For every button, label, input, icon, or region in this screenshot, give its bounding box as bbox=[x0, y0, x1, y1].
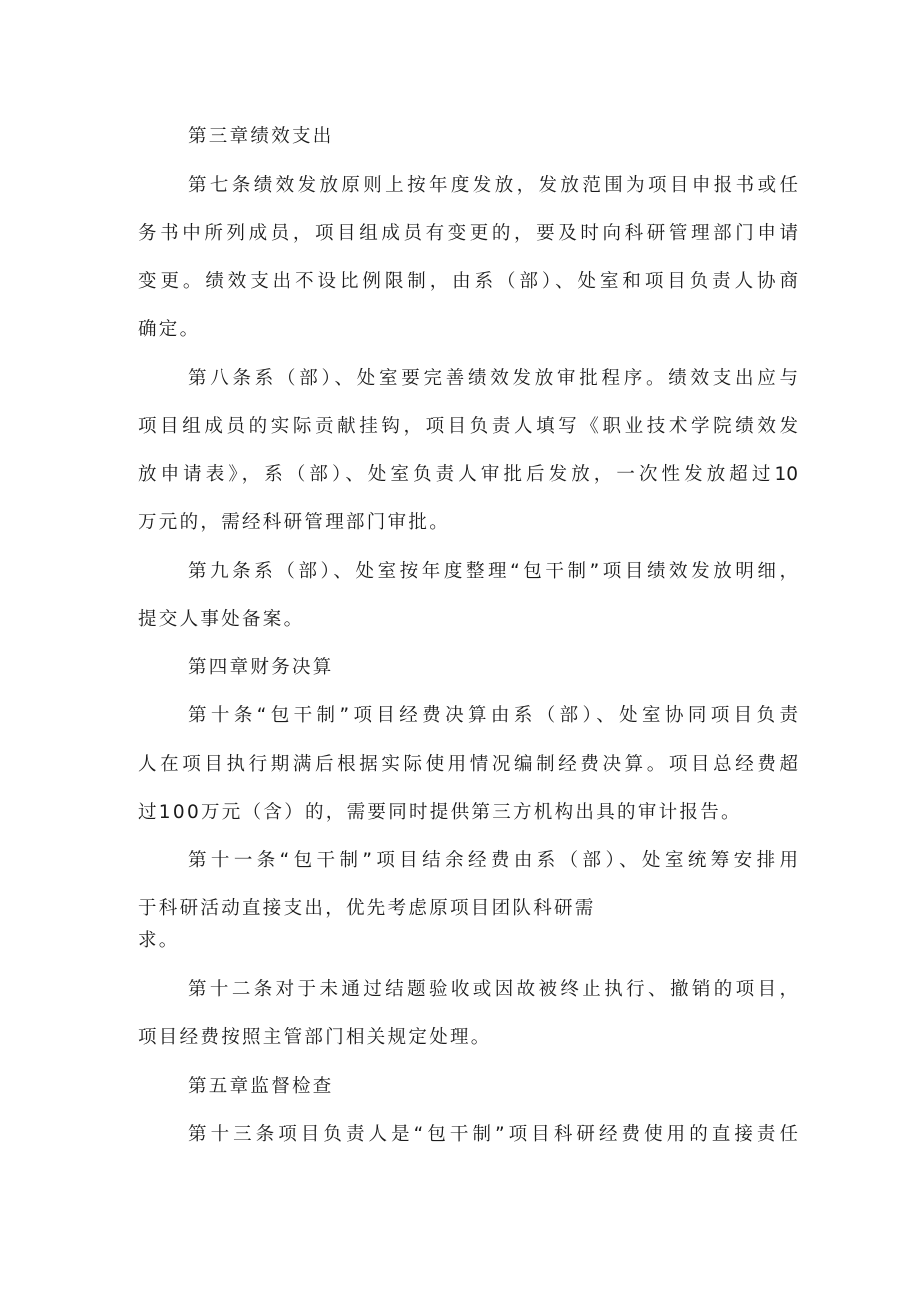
text-line: 变更。绩效支出不设比例限制，由系（部）、处室和项目负责人协商 bbox=[138, 271, 798, 292]
text-line: 提交人事处备案。 bbox=[138, 609, 305, 630]
text-line: 于科研活动直接支出，优先考虑原项目团队科研需 bbox=[138, 898, 596, 919]
text-line: 人在项目执行期满后根据实际使用情况编制经费决算。项目总经费超 bbox=[138, 754, 798, 775]
text-line: 放申请表》，系（部）、处室负责人审批后发放，一次性发放超过10 bbox=[138, 464, 798, 485]
text-line: 第十一条“包干制”项目结余经费由系（部）、处室统筹安排用 bbox=[188, 850, 798, 871]
chapter-heading: 第五章监督检查 bbox=[188, 1076, 334, 1097]
text-line: 第十二条对于未通过结题验收或因故被终止执行、撤销的项目， bbox=[188, 979, 798, 1000]
chapter-heading: 第四章财务决算 bbox=[188, 657, 334, 678]
text-line: 确定。 bbox=[138, 319, 201, 340]
text-line: 过100万元（含）的，需要同时提供第三方机构出具的审计报告。 bbox=[138, 802, 742, 823]
text-line: 万元的，需经科研管理部门审批。 bbox=[138, 512, 451, 533]
text-line: 第七条绩效发放原则上按年度发放，发放范围为项目申报书或任 bbox=[188, 175, 798, 196]
text-line: 第十三条项目负责人是“包干制”项目科研经费使用的直接责任 bbox=[188, 1124, 798, 1145]
text-line: 求。 bbox=[138, 930, 180, 951]
text-line: 务书中所列成员，项目组成员有变更的，要及时向科研管理部门申请 bbox=[138, 223, 798, 244]
chapter-heading: 第三章绩效支出 bbox=[188, 126, 334, 147]
text-line: 第九条系（部）、处室按年度整理“包干制”项目绩效发放明细， bbox=[188, 561, 798, 582]
text-line: 第十条“包干制”项目经费决算由系（部）、处室协同项目负责 bbox=[188, 705, 798, 726]
text-line: 项目经费按照主管部门相关规定处理。 bbox=[138, 1027, 492, 1048]
text-line: 第八条系（部）、处室要完善绩效发放审批程序。绩效支出应与 bbox=[188, 368, 798, 389]
text-line: 项目组成员的实际贡献挂钩，项目负责人填写《职业技术学院绩效发 bbox=[138, 416, 798, 437]
